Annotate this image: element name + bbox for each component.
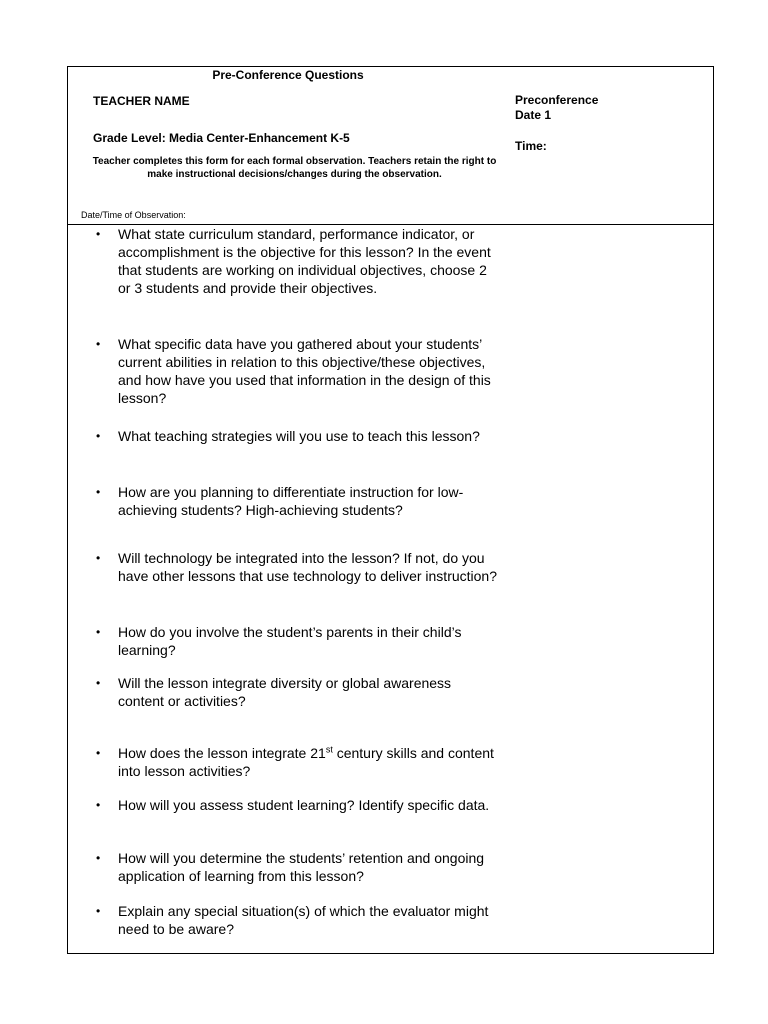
form-title: Pre-Conference Questions bbox=[212, 68, 364, 82]
question-text: Will the lesson integrate diversity or global awareness content or activities? bbox=[118, 675, 452, 709]
date-time-of-observation-label: Date/Time of Observation: bbox=[81, 210, 186, 220]
bullet-icon: • bbox=[96, 904, 101, 918]
question-item bbox=[96, 744, 498, 780]
bullet-icon: • bbox=[96, 746, 101, 760]
question-item bbox=[96, 335, 498, 407]
question-text-part: century skills and content into lesson activities? bbox=[118, 745, 494, 779]
grade-level-label: Grade Level: Media Center-Enhancement K-5 bbox=[93, 131, 350, 145]
question-text: How are you planning to differentiate instruction for low-achieving students? High-achieving students? bbox=[118, 484, 464, 518]
question-text: What specific data have you gathered about your students’ current abilities in relation to this objective/these objectives, and how have you used that information in the design of this lesson? bbox=[118, 336, 491, 406]
question-text: Explain any special situation(s) of which the evaluator might need to be aware? bbox=[118, 903, 489, 937]
preconference-label: Preconference bbox=[515, 93, 599, 107]
bullet-icon: • bbox=[96, 429, 101, 443]
bullet-icon: • bbox=[96, 227, 101, 241]
question-item bbox=[96, 623, 498, 659]
question-item bbox=[96, 483, 498, 519]
question-text: Will technology be integrated into the lesson? If not, do you have other lessons that use technology to deliver instruction? bbox=[118, 550, 498, 584]
question-item bbox=[96, 225, 498, 297]
bullet-icon: • bbox=[96, 676, 101, 690]
question-text: What teaching strategies will you use to teach this lesson? bbox=[118, 428, 480, 444]
preconference-date: Date 1 bbox=[515, 108, 552, 122]
question-text: How will you determine the students’ retention and ongoing application of learning from this lesson? bbox=[118, 850, 485, 884]
question-item bbox=[96, 849, 498, 885]
preconference-info bbox=[515, 93, 598, 154]
form-instructions: Teacher completes this form for each formal observation. Teachers retain the right to make instructional decisions/changes during the observation. bbox=[92, 156, 497, 180]
question-item bbox=[96, 902, 498, 938]
bullet-icon: • bbox=[96, 551, 101, 565]
question-item bbox=[96, 427, 498, 445]
question-text-part: How does the lesson integrate 21 bbox=[118, 745, 326, 761]
question-text-21st-century bbox=[118, 745, 494, 779]
question-item bbox=[96, 549, 498, 585]
question-text: How do you involve the student’s parents in their child’s learning? bbox=[118, 624, 462, 658]
bullet-icon: • bbox=[96, 798, 101, 812]
question-text: How will you assess student learning? Identify specific data. bbox=[118, 797, 490, 813]
question-item bbox=[96, 674, 498, 710]
bullet-icon: • bbox=[96, 337, 101, 351]
observation-form bbox=[67, 66, 714, 954]
bullet-icon: • bbox=[96, 851, 101, 865]
bullet-icon: • bbox=[96, 485, 101, 499]
teacher-name-label: TEACHER NAME bbox=[93, 94, 190, 108]
ordinal-suffix: st bbox=[325, 744, 333, 755]
question-text: What state curriculum standard, performance indicator, or accomplishment is the objective for this lesson? In the event that students are working on individual objectives, choose 2 or 3 students and provide their objectives. bbox=[118, 226, 491, 296]
bullet-icon: • bbox=[96, 625, 101, 639]
question-item bbox=[96, 796, 498, 814]
preconference-time-label: Time: bbox=[515, 139, 547, 153]
